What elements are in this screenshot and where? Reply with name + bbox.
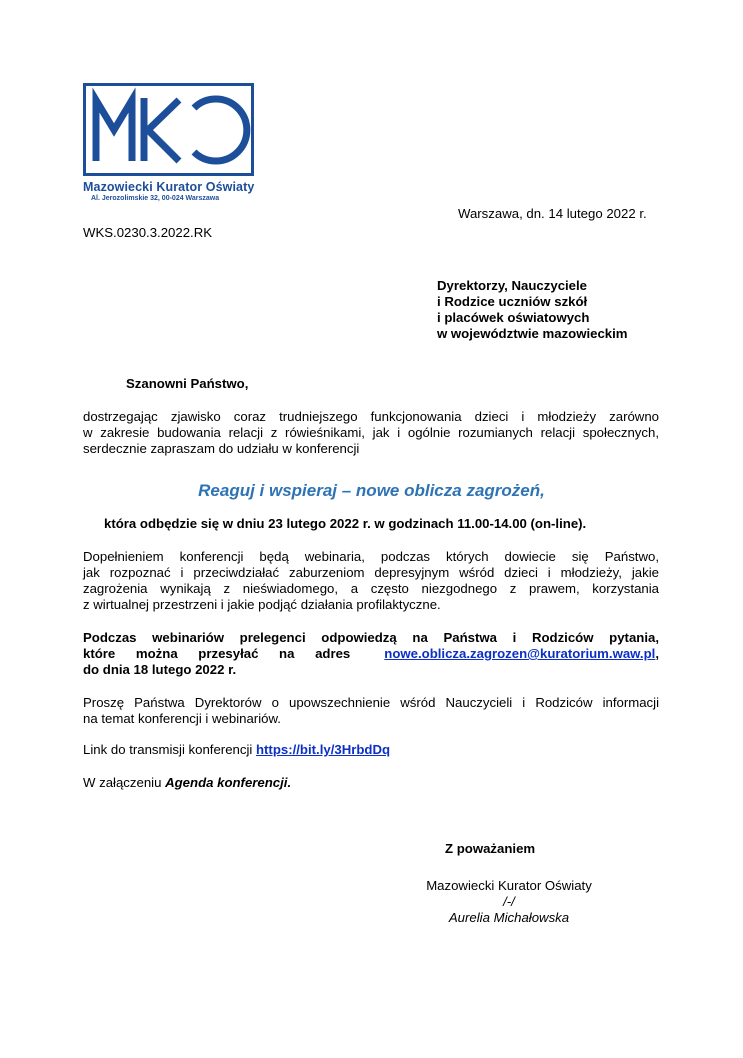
intro-line: w zakresie budowania relacji z rówieśnikami, jak i ogólnie rozumianych relacji społecznych, [83,425,659,440]
recipient-line: i placówek oświatowych [437,310,590,325]
webinar-line: jak rozpoznać i przeciwdziałać zaburzeniom depresyjnym wśród dzieci i młodzieży, jakie [83,565,659,580]
signatory-name: Aurelia Michałowska [448,910,570,925]
reference-number: WKS.0230.3.2022.RK [83,225,213,240]
mko-logo-mark [86,86,251,173]
questions-paragraph [83,630,659,678]
signatory-title: Mazowiecki Kurator Oświaty [426,878,592,893]
questions-line: Podczas webinariów prelegenci odpowiedzą na Państwa i Rodziców pytania, [83,630,659,645]
salutation: Szanowni Państwo, [126,376,249,391]
webinar-line: zagrożenia wynikają z nieświadomego, a często niezgodnego z prawem, korzystania [83,581,659,596]
intro-line: dostrzegając zjawisko coraz trudniejszego funkcjonowania dzieci i młodzieży zarówno [83,409,659,424]
intro-paragraph [83,409,659,457]
transmission-link[interactable]: https://bit.ly/3HrbdDq [255,742,391,757]
closing: Z poważaniem [445,841,536,856]
recipients-block [437,278,628,342]
request-paragraph [83,695,659,727]
questions-email-line [83,646,659,662]
attachment-name: Agenda konferencji. [165,775,292,790]
date-place: Warszawa, dn. 14 lutego 2022 r. [458,206,647,221]
webinar-paragraph [83,549,659,613]
request-line: na temat konferencji i webinariów. [83,711,281,726]
conference-date: która odbędzie się w dniu 23 lutego 2022 r. w godzinach 11.00-14.00 (on-line). [104,516,587,531]
transmission-link-line [83,742,390,758]
logo-address: Al. Jerozolimskie 32, 00-024 Warszawa [91,195,220,202]
questions-deadline: do dnia 18 lutego 2022 r. [83,662,237,677]
recipient-line: Dyrektorzy, Nauczyciele [437,278,588,293]
email-link[interactable]: nowe.oblicza.zagrozen@kuratorium.waw.pl [384,646,656,661]
attachment-label: W załączeniu [83,775,166,790]
email-wrapper [384,646,659,662]
recipient-line: w województwie mazowieckim [437,326,628,341]
webinar-line: z wirtualnej przestrzeni i jakie podjąć działania profilaktyczne. [83,597,441,612]
conference-title: Reaguj i wspieraj – nowe oblicza zagrożeń, [198,481,545,500]
transmission-link-label: Link do transmisji konferencji [83,742,256,757]
webinar-line: Dopełnieniem konferencji będą webinaria, podczas których dowiecie się Państwo, [83,549,659,564]
request-line: Proszę Państwa Dyrektorów o upowszechnienie wśród Nauczycieli i Rodziców informacji [83,695,659,710]
signature-mark: /-/ [503,894,515,909]
intro-line: serdecznie zapraszam do udziału w konferencji [83,441,360,456]
logo-organization-name: Mazowiecki Kurator Oświaty [83,180,255,194]
email-comma: , [655,646,659,661]
attachment-line [83,775,291,791]
questions-line-text: które można przesyłać na adres [83,646,351,661]
recipient-line: i Rodzice uczniów szkół [437,294,588,309]
logo [83,83,254,176]
